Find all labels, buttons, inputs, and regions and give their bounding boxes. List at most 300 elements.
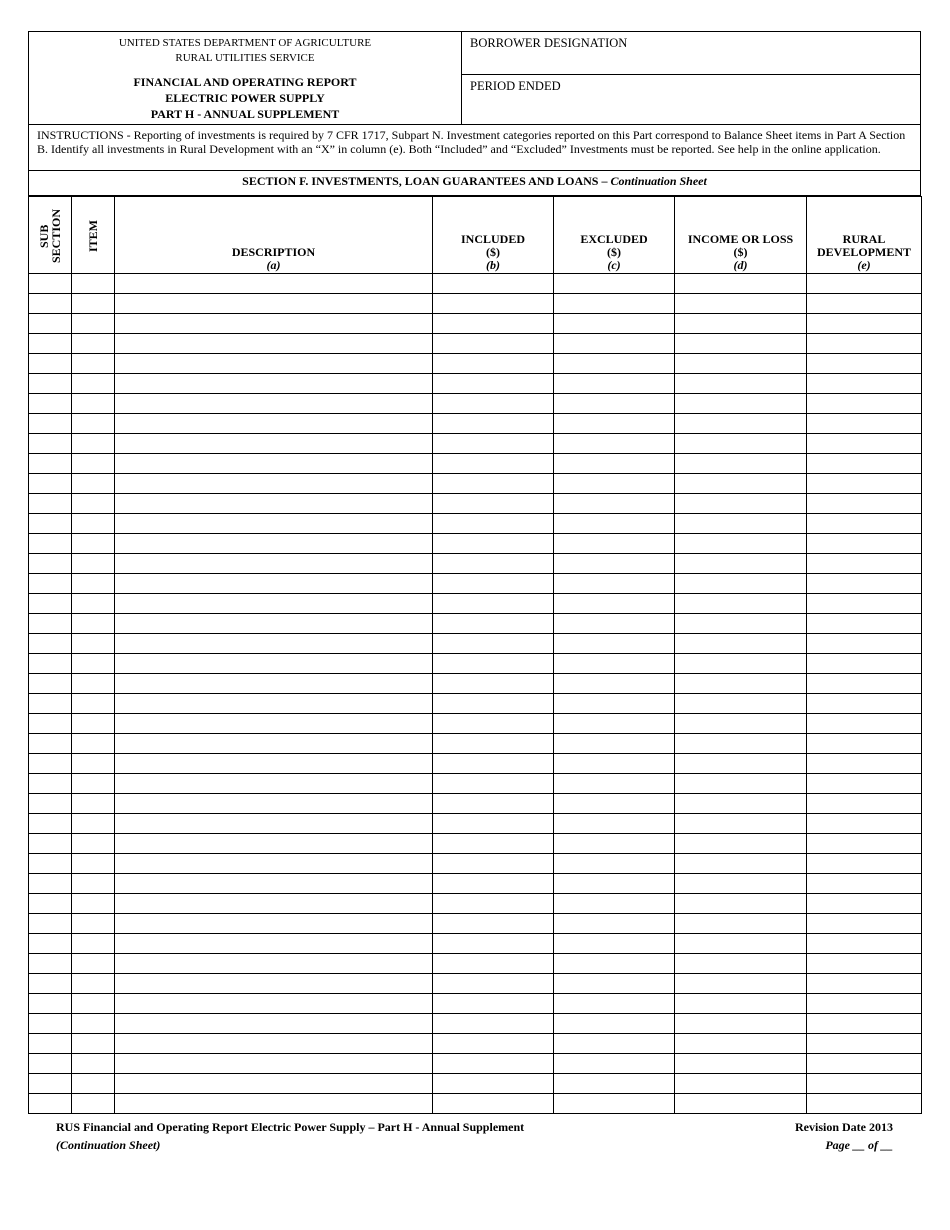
cell-income-or-loss[interactable] <box>675 574 807 594</box>
cell-sub-section[interactable] <box>29 614 72 634</box>
cell-rural-development[interactable] <box>807 334 922 354</box>
cell-description[interactable] <box>115 874 433 894</box>
cell-item[interactable] <box>72 414 115 434</box>
cell-rural-development[interactable] <box>807 494 922 514</box>
cell-excluded[interactable] <box>554 834 675 854</box>
cell-rural-development[interactable] <box>807 994 922 1014</box>
cell-description[interactable] <box>115 934 433 954</box>
cell-item[interactable] <box>72 1054 115 1074</box>
cell-income-or-loss[interactable] <box>675 354 807 374</box>
cell-description[interactable] <box>115 314 433 334</box>
cell-sub-section[interactable] <box>29 394 72 414</box>
cell-included[interactable] <box>433 634 554 654</box>
cell-item[interactable] <box>72 334 115 354</box>
cell-description[interactable] <box>115 454 433 474</box>
cell-description[interactable] <box>115 914 433 934</box>
cell-sub-section[interactable] <box>29 974 72 994</box>
cell-income-or-loss[interactable] <box>675 514 807 534</box>
cell-description[interactable] <box>115 1054 433 1074</box>
cell-included[interactable] <box>433 314 554 334</box>
cell-item[interactable] <box>72 374 115 394</box>
cell-sub-section[interactable] <box>29 754 72 774</box>
cell-income-or-loss[interactable] <box>675 714 807 734</box>
cell-item[interactable] <box>72 934 115 954</box>
cell-income-or-loss[interactable] <box>675 954 807 974</box>
cell-rural-development[interactable] <box>807 574 922 594</box>
cell-description[interactable] <box>115 794 433 814</box>
cell-income-or-loss[interactable] <box>675 1094 807 1114</box>
cell-income-or-loss[interactable] <box>675 334 807 354</box>
cell-income-or-loss[interactable] <box>675 274 807 294</box>
cell-item[interactable] <box>72 294 115 314</box>
cell-excluded[interactable] <box>554 314 675 334</box>
cell-item[interactable] <box>72 794 115 814</box>
cell-description[interactable] <box>115 534 433 554</box>
cell-rural-development[interactable] <box>807 774 922 794</box>
cell-description[interactable] <box>115 434 433 454</box>
cell-rural-development[interactable] <box>807 834 922 854</box>
cell-income-or-loss[interactable] <box>675 474 807 494</box>
cell-excluded[interactable] <box>554 894 675 914</box>
cell-item[interactable] <box>72 874 115 894</box>
cell-rural-development[interactable] <box>807 354 922 374</box>
cell-income-or-loss[interactable] <box>675 1074 807 1094</box>
cell-item[interactable] <box>72 734 115 754</box>
cell-item[interactable] <box>72 1034 115 1054</box>
cell-sub-section[interactable] <box>29 1074 72 1094</box>
cell-rural-development[interactable] <box>807 1094 922 1114</box>
cell-included[interactable] <box>433 1014 554 1034</box>
cell-sub-section[interactable] <box>29 374 72 394</box>
cell-included[interactable] <box>433 654 554 674</box>
cell-income-or-loss[interactable] <box>675 494 807 514</box>
cell-included[interactable] <box>433 854 554 874</box>
cell-included[interactable] <box>433 774 554 794</box>
cell-income-or-loss[interactable] <box>675 1014 807 1034</box>
cell-excluded[interactable] <box>554 354 675 374</box>
borrower-designation-field[interactable] <box>462 32 920 75</box>
cell-rural-development[interactable] <box>807 814 922 834</box>
cell-excluded[interactable] <box>554 634 675 654</box>
cell-excluded[interactable] <box>554 394 675 414</box>
cell-rural-development[interactable] <box>807 434 922 454</box>
cell-description[interactable] <box>115 614 433 634</box>
cell-excluded[interactable] <box>554 734 675 754</box>
cell-excluded[interactable] <box>554 554 675 574</box>
cell-sub-section[interactable] <box>29 294 72 314</box>
cell-item[interactable] <box>72 654 115 674</box>
cell-income-or-loss[interactable] <box>675 394 807 414</box>
cell-excluded[interactable] <box>554 654 675 674</box>
cell-rural-development[interactable] <box>807 634 922 654</box>
cell-income-or-loss[interactable] <box>675 834 807 854</box>
cell-rural-development[interactable] <box>807 274 922 294</box>
cell-excluded[interactable] <box>554 414 675 434</box>
cell-item[interactable] <box>72 1014 115 1034</box>
cell-sub-section[interactable] <box>29 274 72 294</box>
cell-included[interactable] <box>433 914 554 934</box>
cell-excluded[interactable] <box>554 594 675 614</box>
cell-included[interactable] <box>433 674 554 694</box>
cell-income-or-loss[interactable] <box>675 794 807 814</box>
cell-included[interactable] <box>433 994 554 1014</box>
cell-description[interactable] <box>115 814 433 834</box>
cell-income-or-loss[interactable] <box>675 974 807 994</box>
cell-sub-section[interactable] <box>29 714 72 734</box>
cell-sub-section[interactable] <box>29 354 72 374</box>
cell-income-or-loss[interactable] <box>675 634 807 654</box>
cell-rural-development[interactable] <box>807 594 922 614</box>
cell-sub-section[interactable] <box>29 914 72 934</box>
cell-item[interactable] <box>72 854 115 874</box>
cell-included[interactable] <box>433 434 554 454</box>
cell-item[interactable] <box>72 694 115 714</box>
cell-income-or-loss[interactable] <box>675 594 807 614</box>
cell-rural-development[interactable] <box>807 1074 922 1094</box>
cell-rural-development[interactable] <box>807 314 922 334</box>
cell-rural-development[interactable] <box>807 914 922 934</box>
cell-included[interactable] <box>433 694 554 714</box>
cell-rural-development[interactable] <box>807 1054 922 1074</box>
cell-item[interactable] <box>72 834 115 854</box>
cell-rural-development[interactable] <box>807 874 922 894</box>
cell-included[interactable] <box>433 1094 554 1114</box>
table-row <box>29 1074 922 1094</box>
cell-income-or-loss[interactable] <box>675 314 807 334</box>
cell-included[interactable] <box>433 474 554 494</box>
cell-item[interactable] <box>72 314 115 334</box>
cell-excluded[interactable] <box>554 1074 675 1094</box>
cell-description[interactable] <box>115 674 433 694</box>
cell-description[interactable] <box>115 1014 433 1034</box>
cell-sub-section[interactable] <box>29 1054 72 1074</box>
cell-excluded[interactable] <box>554 774 675 794</box>
cell-excluded[interactable] <box>554 514 675 534</box>
cell-description[interactable] <box>115 1074 433 1094</box>
cell-included[interactable] <box>433 534 554 554</box>
cell-included[interactable] <box>433 874 554 894</box>
cell-excluded[interactable] <box>554 334 675 354</box>
cell-sub-section[interactable] <box>29 454 72 474</box>
cell-item[interactable] <box>72 774 115 794</box>
cell-description[interactable] <box>115 654 433 674</box>
cell-income-or-loss[interactable] <box>675 554 807 574</box>
cell-rural-development[interactable] <box>807 514 922 534</box>
cell-excluded[interactable] <box>554 934 675 954</box>
cell-included[interactable] <box>433 734 554 754</box>
cell-description[interactable] <box>115 734 433 754</box>
cell-sub-section[interactable] <box>29 574 72 594</box>
cell-excluded[interactable] <box>554 854 675 874</box>
cell-description[interactable] <box>115 354 433 374</box>
cell-income-or-loss[interactable] <box>675 734 807 754</box>
cell-rural-development[interactable] <box>807 794 922 814</box>
cell-excluded[interactable] <box>554 1094 675 1114</box>
cell-included[interactable] <box>433 614 554 634</box>
cell-sub-section[interactable] <box>29 414 72 434</box>
cell-sub-section[interactable] <box>29 654 72 674</box>
cell-rural-development[interactable] <box>807 934 922 954</box>
cell-income-or-loss[interactable] <box>675 874 807 894</box>
cell-excluded[interactable] <box>554 694 675 714</box>
cell-included[interactable] <box>433 514 554 534</box>
cell-sub-section[interactable] <box>29 434 72 454</box>
cell-income-or-loss[interactable] <box>675 774 807 794</box>
cell-excluded[interactable] <box>554 534 675 554</box>
cell-included[interactable] <box>433 834 554 854</box>
cell-included[interactable] <box>433 494 554 514</box>
cell-description[interactable] <box>115 854 433 874</box>
cell-description[interactable] <box>115 694 433 714</box>
cell-item[interactable] <box>72 514 115 534</box>
cell-included[interactable] <box>433 414 554 434</box>
cell-included[interactable] <box>433 554 554 574</box>
cell-item[interactable] <box>72 594 115 614</box>
cell-sub-section[interactable] <box>29 594 72 614</box>
cell-sub-section[interactable] <box>29 934 72 954</box>
cell-income-or-loss[interactable] <box>675 414 807 434</box>
cell-included[interactable] <box>433 814 554 834</box>
cell-income-or-loss[interactable] <box>675 454 807 474</box>
cell-description[interactable] <box>115 394 433 414</box>
cell-included[interactable] <box>433 374 554 394</box>
cell-sub-section[interactable] <box>29 1094 72 1114</box>
cell-income-or-loss[interactable] <box>675 694 807 714</box>
cell-sub-section[interactable] <box>29 874 72 894</box>
cell-included[interactable] <box>433 754 554 774</box>
cell-sub-section[interactable] <box>29 314 72 334</box>
cell-included[interactable] <box>433 274 554 294</box>
cell-description[interactable] <box>115 474 433 494</box>
cell-item[interactable] <box>72 574 115 594</box>
cell-income-or-loss[interactable] <box>675 374 807 394</box>
cell-income-or-loss[interactable] <box>675 934 807 954</box>
cell-rural-development[interactable] <box>807 1034 922 1054</box>
cell-rural-development[interactable] <box>807 614 922 634</box>
cell-included[interactable] <box>433 794 554 814</box>
cell-item[interactable] <box>72 974 115 994</box>
cell-description[interactable] <box>115 494 433 514</box>
cell-description[interactable] <box>115 774 433 794</box>
table-row <box>29 1014 922 1034</box>
cell-description[interactable] <box>115 954 433 974</box>
cell-sub-section[interactable] <box>29 794 72 814</box>
cell-sub-section[interactable] <box>29 494 72 514</box>
cell-excluded[interactable] <box>554 794 675 814</box>
cell-rural-development[interactable] <box>807 894 922 914</box>
cell-sub-section[interactable] <box>29 1014 72 1034</box>
cell-included[interactable] <box>433 1054 554 1074</box>
cell-excluded[interactable] <box>554 974 675 994</box>
cell-rural-development[interactable] <box>807 454 922 474</box>
cell-sub-section[interactable] <box>29 834 72 854</box>
cell-excluded[interactable] <box>554 494 675 514</box>
cell-sub-section[interactable] <box>29 734 72 754</box>
cell-description[interactable] <box>115 594 433 614</box>
cell-included[interactable] <box>433 1074 554 1094</box>
cell-sub-section[interactable] <box>29 534 72 554</box>
table-row <box>29 914 922 934</box>
cell-item[interactable] <box>72 1074 115 1094</box>
cell-rural-development[interactable] <box>807 754 922 774</box>
cell-sub-section[interactable] <box>29 554 72 574</box>
cell-income-or-loss[interactable] <box>675 814 807 834</box>
cell-rural-development[interactable] <box>807 654 922 674</box>
cell-description[interactable] <box>115 374 433 394</box>
cell-excluded[interactable] <box>554 674 675 694</box>
cell-excluded[interactable] <box>554 874 675 894</box>
cell-item[interactable] <box>72 754 115 774</box>
cell-income-or-loss[interactable] <box>675 994 807 1014</box>
header-titles <box>29 32 462 124</box>
cell-description[interactable] <box>115 414 433 434</box>
cell-item[interactable] <box>72 614 115 634</box>
cell-included[interactable] <box>433 1034 554 1054</box>
period-ended-field[interactable] <box>462 75 920 98</box>
cell-sub-section[interactable] <box>29 994 72 1014</box>
cell-included[interactable] <box>433 454 554 474</box>
cell-income-or-loss[interactable] <box>675 674 807 694</box>
cell-excluded[interactable] <box>554 614 675 634</box>
cell-income-or-loss[interactable] <box>675 294 807 314</box>
cell-rural-development[interactable] <box>807 534 922 554</box>
cell-excluded[interactable] <box>554 1054 675 1074</box>
cell-excluded[interactable] <box>554 474 675 494</box>
cell-excluded[interactable] <box>554 814 675 834</box>
cell-excluded[interactable] <box>554 994 675 1014</box>
cell-rural-development[interactable] <box>807 954 922 974</box>
cell-item[interactable] <box>72 814 115 834</box>
cell-excluded[interactable] <box>554 754 675 774</box>
cell-excluded[interactable] <box>554 714 675 734</box>
cell-excluded[interactable] <box>554 954 675 974</box>
cell-sub-section[interactable] <box>29 774 72 794</box>
cell-income-or-loss[interactable] <box>675 614 807 634</box>
cell-excluded[interactable] <box>554 434 675 454</box>
cell-rural-development[interactable] <box>807 374 922 394</box>
cell-income-or-loss[interactable] <box>675 754 807 774</box>
cell-item[interactable] <box>72 274 115 294</box>
cell-sub-section[interactable] <box>29 954 72 974</box>
cell-included[interactable] <box>433 974 554 994</box>
cell-item[interactable] <box>72 494 115 514</box>
cell-description[interactable] <box>115 294 433 314</box>
cell-item[interactable] <box>72 454 115 474</box>
cell-sub-section[interactable] <box>29 894 72 914</box>
cell-description[interactable] <box>115 1094 433 1114</box>
cell-included[interactable] <box>433 934 554 954</box>
cell-description[interactable] <box>115 334 433 354</box>
cell-included[interactable] <box>433 714 554 734</box>
cell-rural-development[interactable] <box>807 414 922 434</box>
cell-income-or-loss[interactable] <box>675 854 807 874</box>
cell-income-or-loss[interactable] <box>675 1054 807 1074</box>
cell-description[interactable] <box>115 994 433 1014</box>
cell-rural-development[interactable] <box>807 714 922 734</box>
cell-included[interactable] <box>433 334 554 354</box>
cell-included[interactable] <box>433 574 554 594</box>
cell-description[interactable] <box>115 754 433 774</box>
cell-income-or-loss[interactable] <box>675 534 807 554</box>
cell-item[interactable] <box>72 434 115 454</box>
cell-included[interactable] <box>433 594 554 614</box>
cell-description[interactable] <box>115 1034 433 1054</box>
cell-rural-development[interactable] <box>807 734 922 754</box>
cell-income-or-loss[interactable] <box>675 434 807 454</box>
cell-sub-section[interactable] <box>29 854 72 874</box>
cell-item[interactable] <box>72 994 115 1014</box>
cell-sub-section[interactable] <box>29 514 72 534</box>
cell-item[interactable] <box>72 954 115 974</box>
cell-income-or-loss[interactable] <box>675 654 807 674</box>
cell-description[interactable] <box>115 574 433 594</box>
cell-item[interactable] <box>72 714 115 734</box>
cell-description[interactable] <box>115 634 433 654</box>
cell-sub-section[interactable] <box>29 814 72 834</box>
cell-item[interactable] <box>72 674 115 694</box>
cell-rural-development[interactable] <box>807 1014 922 1034</box>
cell-item[interactable] <box>72 634 115 654</box>
cell-sub-section[interactable] <box>29 634 72 654</box>
cell-sub-section[interactable] <box>29 1034 72 1054</box>
cell-rural-development[interactable] <box>807 474 922 494</box>
cell-item[interactable] <box>72 474 115 494</box>
cell-sub-section[interactable] <box>29 674 72 694</box>
cell-excluded[interactable] <box>554 274 675 294</box>
cell-item[interactable] <box>72 1094 115 1114</box>
cell-rural-development[interactable] <box>807 974 922 994</box>
cell-rural-development[interactable] <box>807 854 922 874</box>
cell-item[interactable] <box>72 394 115 414</box>
cell-excluded[interactable] <box>554 1034 675 1054</box>
cell-sub-section[interactable] <box>29 694 72 714</box>
cell-description[interactable] <box>115 714 433 734</box>
cell-excluded[interactable] <box>554 914 675 934</box>
cell-included[interactable] <box>433 894 554 914</box>
cell-excluded[interactable] <box>554 1014 675 1034</box>
cell-item[interactable] <box>72 554 115 574</box>
cell-description[interactable] <box>115 514 433 534</box>
cell-description[interactable] <box>115 974 433 994</box>
cell-excluded[interactable] <box>554 454 675 474</box>
cell-included[interactable] <box>433 394 554 414</box>
cell-excluded[interactable] <box>554 574 675 594</box>
cell-rural-development[interactable] <box>807 294 922 314</box>
cell-included[interactable] <box>433 294 554 314</box>
cell-item[interactable] <box>72 354 115 374</box>
cell-income-or-loss[interactable] <box>675 914 807 934</box>
cell-description[interactable] <box>115 834 433 854</box>
cell-rural-development[interactable] <box>807 694 922 714</box>
cell-sub-section[interactable] <box>29 474 72 494</box>
cell-description[interactable] <box>115 274 433 294</box>
cell-included[interactable] <box>433 954 554 974</box>
cell-excluded[interactable] <box>554 374 675 394</box>
cell-income-or-loss[interactable] <box>675 1034 807 1054</box>
cell-income-or-loss[interactable] <box>675 894 807 914</box>
cell-rural-development[interactable] <box>807 394 922 414</box>
cell-item[interactable] <box>72 894 115 914</box>
cell-item[interactable] <box>72 914 115 934</box>
cell-rural-development[interactable] <box>807 554 922 574</box>
cell-description[interactable] <box>115 554 433 574</box>
cell-sub-section[interactable] <box>29 334 72 354</box>
cell-excluded[interactable] <box>554 294 675 314</box>
cell-rural-development[interactable] <box>807 674 922 694</box>
cell-description[interactable] <box>115 894 433 914</box>
cell-item[interactable] <box>72 534 115 554</box>
cell-included[interactable] <box>433 354 554 374</box>
